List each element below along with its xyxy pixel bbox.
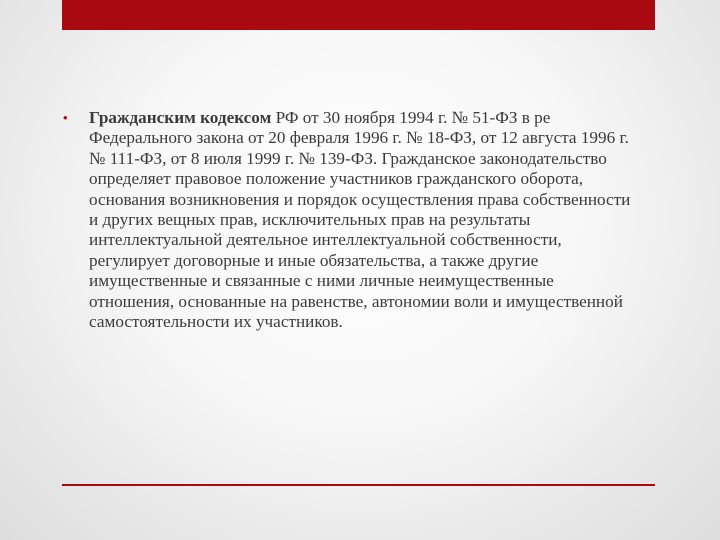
slide-content <box>62 108 642 332</box>
top-accent-bar <box>62 0 655 30</box>
bullet-paragraph <box>89 108 642 332</box>
bullet-marker: • <box>63 110 68 125</box>
bold-lead-text: Гражданским кодексом <box>89 108 272 127</box>
bottom-divider-line <box>62 484 655 486</box>
body-text: РФ от 30 ноября 1994 г. № 51-ФЗ в ре Федерального закона от 20 февраля 1996 г. № 18-ФЗ, от 12 августа 1996 г. № 111-ФЗ, от 8 июля 1999 г. № 139-ФЗ. Гражданское законодательство определяет правовое положение участников гражданского оборота, основания возникновения и порядок осуществления права собственности и других вещных прав, исключительных прав на результаты интеллектуальной деятельное интеллектуальной собственности, регулирует договорные и иные обязательства, а также другие имущественные и связанные с ними личные неимущественные отношения, основанные на равенстве, автономии воли и имущественной самостоятельности их участников. <box>89 108 631 332</box>
bullet-item <box>62 108 642 332</box>
